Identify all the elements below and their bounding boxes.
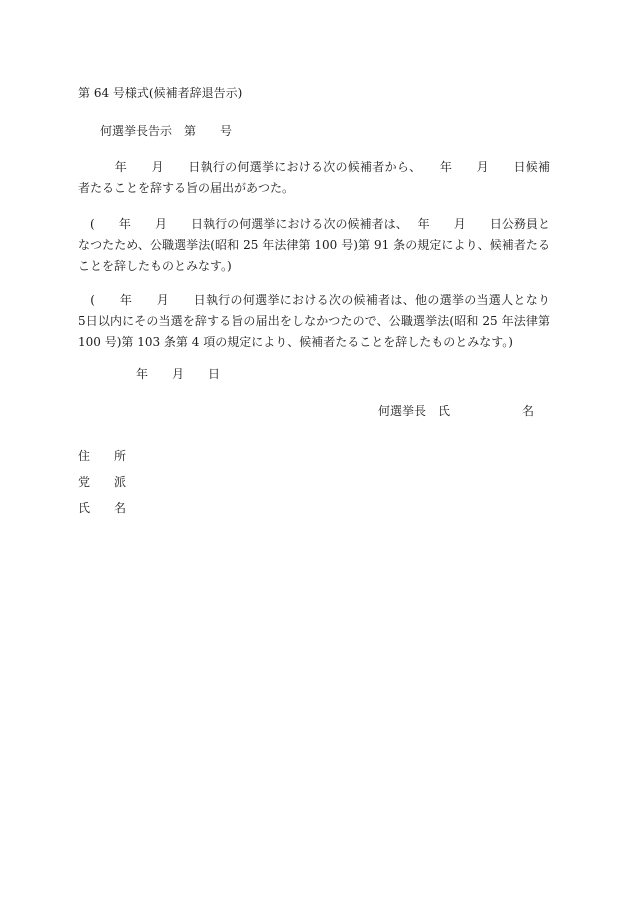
notice-number: 何選挙長告示 第 号 bbox=[100, 124, 233, 138]
date-line: 年 月 日 bbox=[136, 367, 221, 381]
paragraph-public-servant: ( 年 月 日執行の何選挙における次の候補者は、 年 月 日公務員となつたため、公職選挙法(昭和 25 年法律第 100 号)第 91 条の規定により、候補者たることを辞したものとみなす。) bbox=[78, 217, 550, 273]
field-name-label: 氏 名 bbox=[78, 501, 127, 515]
field-address-label: 住 所 bbox=[78, 449, 127, 463]
field-party-label: 党 派 bbox=[78, 475, 127, 489]
signature-line: 何選挙長 氏 名 bbox=[378, 404, 535, 418]
paragraph-other-election: ( 年 月 日執行の何選挙における次の候補者は、他の選挙の当選人となり 5日以内にその当選を辞する旨の届出をしなかつたので、公職選挙法(昭和 25 年法律第 100 号)第 103 条第 4 項の規定により、候補者たることを辞したものとみなす。) bbox=[78, 293, 554, 349]
form-title: 第 64 号様式(候補者辞退告示) bbox=[78, 86, 243, 100]
paragraph-withdrawal-notice: 年 月 日執行の何選挙における次の候補者から、 年 月 日候補者たることを辞する旨の届出があつた。 bbox=[78, 160, 550, 195]
